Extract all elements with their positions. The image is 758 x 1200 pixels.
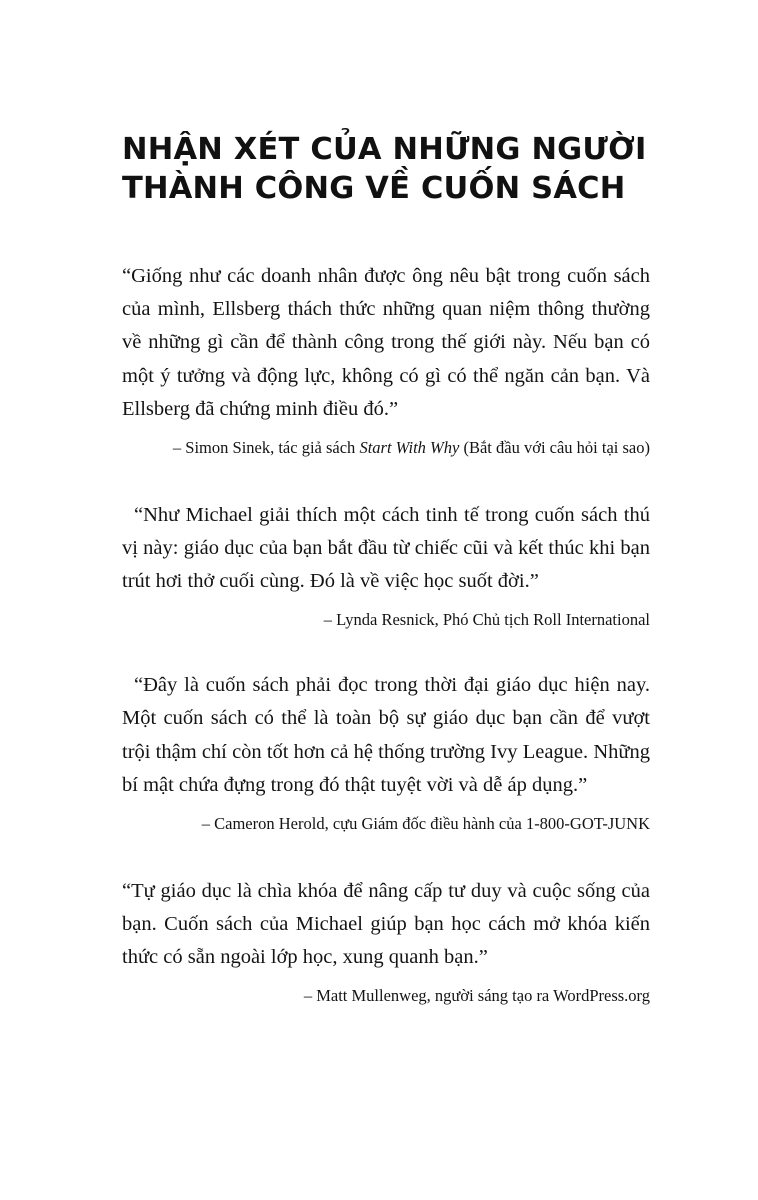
- testimonial-text: “Tự giáo dục là chìa khóa để nâng cấp tư duy và cuộc sống của bạn. Cuốn sách của Michael giúp bạn học cách mở khóa kiến thức có sẵn ngoài lớp học, xung quanh bạn.”: [122, 879, 650, 969]
- page-content: [122, 130, 650, 1025]
- testimonial-text: “Như Michael giải thích một cách tinh tế trong cuốn sách thú vị này: giáo dục của bạn bắt đầu từ chiếc cũi và kết thúc khi bạn trút hơi thở cuối cùng. Đó là về việc học suốt đời.”: [122, 503, 650, 593]
- testimonial-attribution: [122, 812, 650, 837]
- testimonial-item: [122, 499, 650, 633]
- testimonial-text: “Đây là cuốn sách phải đọc trong thời đại giáo dục hiện nay. Một cuốn sách có thể là toàn bộ sự giáo dục bạn cần để vượt trội thậm chí còn tốt hơn cả hệ thống trường Ivy League. Những bí mật chứa đựng trong đó thật tuyệt vời và dễ áp dụng.”: [122, 674, 650, 796]
- testimonial-attribution: [122, 436, 650, 461]
- page-title: [122, 130, 650, 208]
- attribution-suffix: (Bắt đầu với câu hỏi tại sao): [459, 438, 650, 458]
- testimonial-item: [122, 669, 650, 837]
- testimonial-attribution: [122, 984, 650, 1009]
- testimonial-item: [122, 875, 650, 1009]
- attribution-prefix: – Lynda Resnick, Phó Chủ tịch Roll International: [323, 610, 650, 630]
- testimonial-text: “Giống như các doanh nhân được ông nêu bật trong cuốn sách của mình, Ellsberg thách thức những quan niệm thông thường về những gì cần để thành công trong thế giới này. Nếu bạn có một ý tưởng và động lực, không có gì có thể ngăn cản bạn. Và Ellsberg đã chứng minh điều đó.”: [122, 265, 650, 420]
- attribution-book-title: Start With Why: [359, 438, 460, 458]
- page-title-line-1: NHẬN XÉT CỦA NHỮNG NGƯỜI: [122, 132, 647, 167]
- testimonial-attribution: [122, 608, 650, 633]
- attribution-prefix: – Cameron Herold, cựu Giám đốc điều hành của 1-800-GOT-JUNK: [201, 814, 650, 833]
- attribution-prefix: – Simon Sinek, tác giả sách: [172, 438, 360, 458]
- attribution-prefix: – Matt Mullenweg, người sáng tạo ra WordPress.org: [303, 986, 650, 1006]
- testimonial-item: [122, 260, 650, 461]
- page-title-line-2: THÀNH CÔNG VỀ CUỐN SÁCH: [122, 171, 626, 207]
- testimonial-list: [122, 260, 650, 1009]
